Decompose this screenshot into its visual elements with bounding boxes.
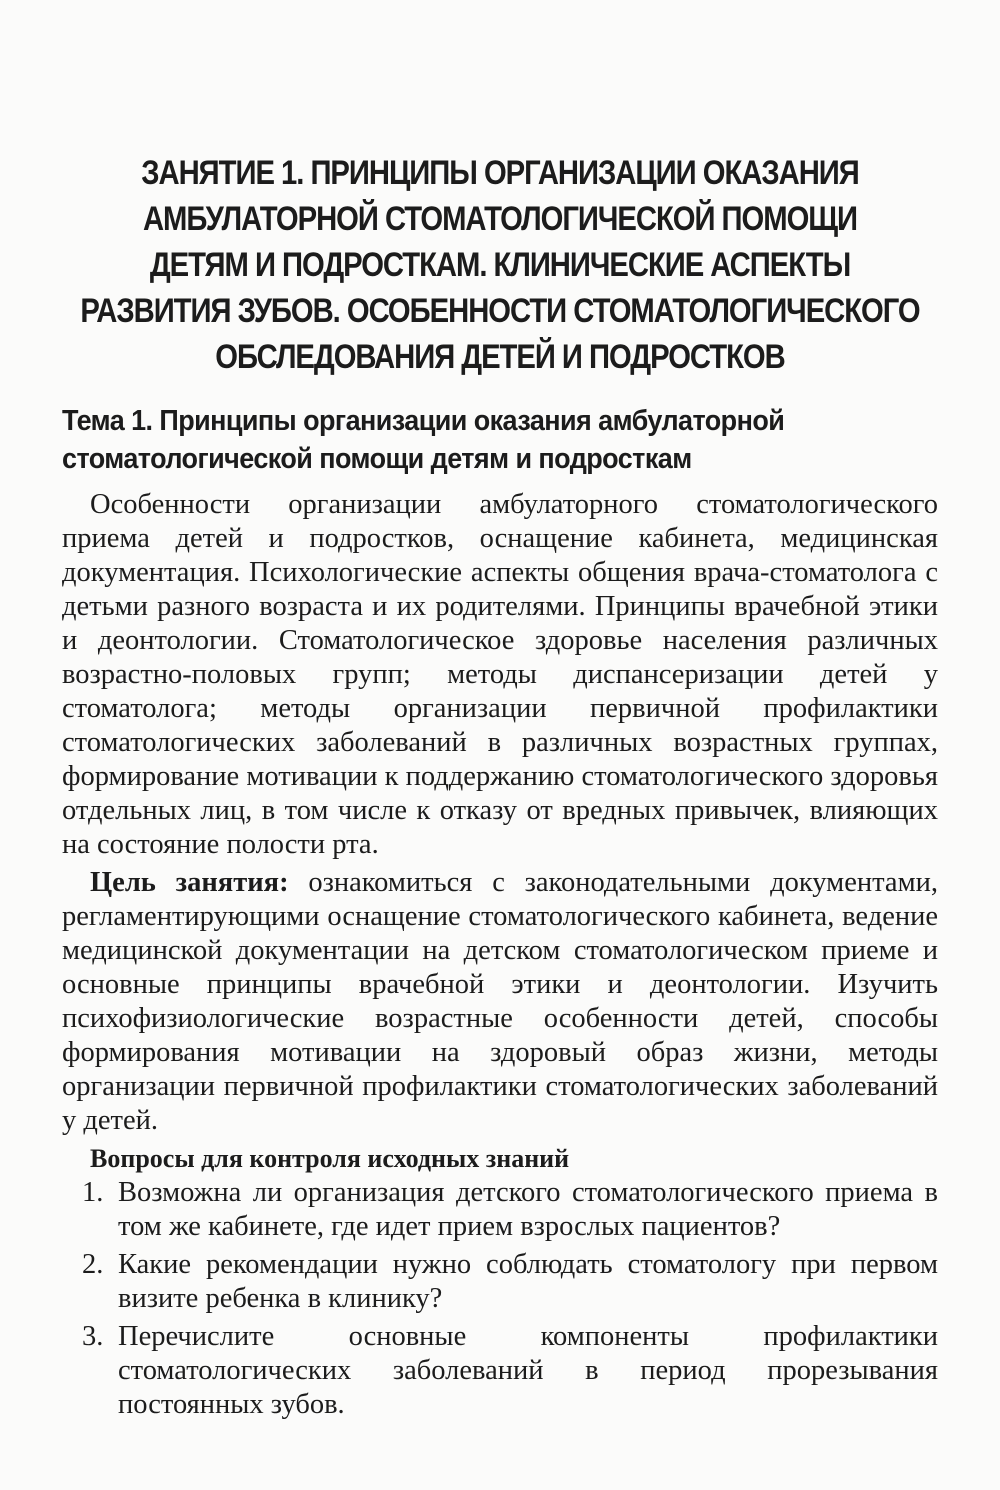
chapter-title — [61, 150, 938, 380]
questions-heading: Вопросы для контроля исходных знаний — [90, 1144, 570, 1173]
question-item — [62, 1176, 938, 1244]
topic-title-line: Тема 1. Принципы организации оказания амбулаторной — [62, 405, 785, 437]
chapter-title-line: ЗАНЯТИЕ 1. ПРИНЦИПЫ ОРГАНИЗАЦИИ ОКАЗАНИЯ — [141, 154, 859, 192]
question-item — [62, 1320, 938, 1422]
question-number: 1. — [82, 1177, 104, 1208]
question-number: 3. — [82, 1321, 104, 1352]
chapter-title-line: ДЕТЯМ И ПОДРОСТКАМ. КЛИНИЧЕСКИЕ АСПЕКТЫ — [149, 246, 851, 284]
questions-list — [62, 1176, 938, 1422]
goal-paragraph — [62, 866, 938, 1138]
goal-text: ознакомиться с законодательными документами, регламентирующими оснащение стоматологического кабинета, ведение медицинской документации на детском стоматологическом приеме и основные принципы врачебной этики и деонтологии. Изучить психофизиологические возрастные особенности детей, способы формирования мотивации на здоровый образ жизни, методы организации первичной профилактики стоматологических заболеваний у детей. — [62, 867, 938, 1136]
intro-paragraph: Особенности организации амбулаторного стоматологического приема детей и подростков, оснащение кабинета, медицинская документация. Психологические аспекты общения врача-стоматолога с детьми разного возраста и их родителями. Принципы врачебной этики и деонтологии. Стоматологическое здоровье населения различных возрастно-половых групп; методы диспансеризации детей у стоматолога; методы организации первичной профилактики стоматологических заболеваний в различных возрастных группах, формирование мотивации к поддержанию стоматологического здоровья отдельных лиц, в том числе к отказу от вредных привычек, влияющих на состояние полости рта. — [62, 489, 938, 860]
body-text — [62, 488, 938, 1422]
topic-title-line: стоматологической помощи детям и подросткам — [62, 443, 692, 475]
topic-title — [62, 402, 955, 478]
question-text: Перечислите основные компоненты профилактики стоматологических заболеваний в период прорезывания постоянных зубов. — [118, 1321, 938, 1420]
question-item — [62, 1248, 938, 1316]
chapter-title-line: ОБСЛЕДОВАНИЯ ДЕТЕЙ И ПОДРОСТКОВ — [215, 338, 785, 376]
question-number: 2. — [82, 1249, 104, 1280]
question-text: Какие рекомендации нужно соблюдать стоматологу при первом визите ребенка в клинику? — [118, 1249, 938, 1314]
chapter-title-line: АМБУЛАТОРНОЙ СТОМАТОЛОГИЧЕСКОЙ ПОМОЩИ — [142, 200, 858, 238]
goal-label: Цель занятия: — [90, 867, 289, 898]
question-text: Возможна ли организация детского стоматологического приема в том же кабинете, где идет прием взрослых пациентов? — [118, 1177, 938, 1242]
chapter-title-line: РАЗВИТИЯ ЗУБОВ. ОСОБЕННОСТИ СТОМАТОЛОГИЧЕСКОГО — [80, 292, 920, 330]
